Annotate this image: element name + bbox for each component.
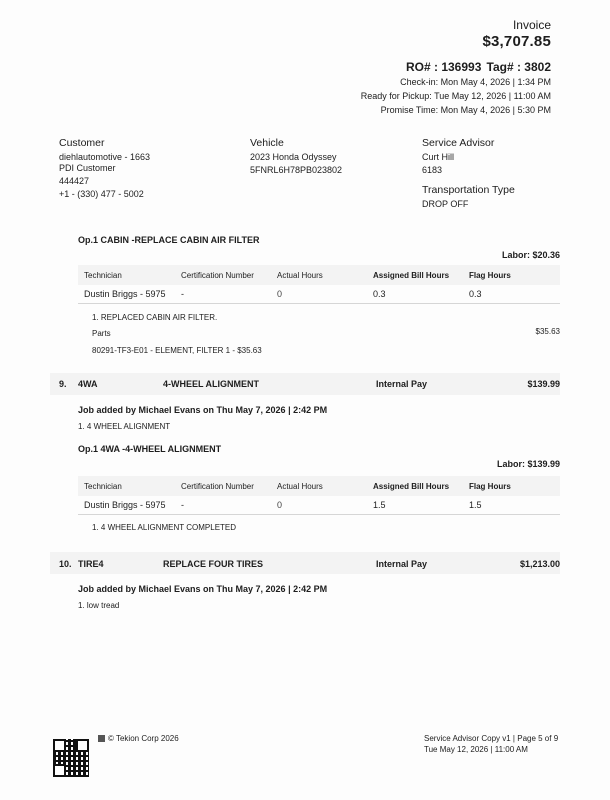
customer-name: diehlautomotive - 1663: [59, 152, 151, 162]
parts-amount: $35.63: [535, 327, 560, 336]
job10-amount: $1,213.00: [519, 559, 560, 569]
customer-number: 444427: [59, 176, 90, 186]
tag-number: Tag# : 3802: [486, 60, 551, 74]
table-cell-actual-hours: 0: [277, 500, 283, 510]
ready-time: Ready for Pickup: Tue May 12, 2026 | 11:00 AM: [360, 91, 551, 101]
job9-added-by: Job added by Michael Evans on Thu May 7, 2026 | 2:42 PM: [78, 405, 328, 415]
job9-description: 4-WHEEL ALIGNMENT: [163, 379, 259, 389]
advisor-name: Curt Hill: [422, 152, 455, 162]
job-header-bg: [50, 373, 560, 395]
job9-op-title: Op.1 4WA -4-WHEEL ALIGNMENT: [78, 444, 222, 454]
table-cell-technician: Dustin Briggs - 5975: [84, 500, 166, 510]
op-cabin-note: 1. REPLACED CABIN AIR FILTER.: [92, 313, 218, 322]
footer-date: Tue May 12, 2026 | 11:00 AM: [424, 745, 528, 754]
job9-number: 9.: [59, 379, 67, 389]
op-cabin-labor: Labor: $20.36: [501, 250, 560, 260]
job10-pay-type: Internal Pay: [376, 559, 428, 569]
job10-description: REPLACE FOUR TIRES: [163, 559, 264, 569]
th-actual-hours: Actual Hours: [277, 482, 323, 491]
vehicle-vin: 5FNRL6H78PB023802: [250, 165, 343, 175]
table-cell-actual-hours: 0: [277, 289, 283, 299]
qr-corner: [76, 739, 89, 752]
qr-corner: [53, 764, 66, 777]
promise-time: Promise Time: Mon May 4, 2026 | 5:30 PM: [380, 105, 551, 115]
job10-number: 10.: [59, 559, 72, 569]
job10-code: TIRE4: [78, 559, 104, 569]
th-assigned-bill-hours: Assigned Bill Hours: [373, 482, 450, 491]
th-technician: Technician: [84, 482, 122, 491]
th-technician: Technician: [84, 271, 122, 280]
transport-label: Transportation Type: [422, 184, 515, 196]
th-certification: Certification Number: [181, 482, 254, 491]
invoice-title: Invoice: [512, 18, 551, 32]
copyright-text: © Tekion Corp 2026: [108, 734, 179, 743]
table-cell-certification: -: [181, 500, 184, 510]
advisor-id: 6183: [422, 165, 443, 175]
th-certification: Certification Number: [181, 271, 254, 280]
th-assigned-bill-hours: Assigned Bill Hours: [373, 271, 450, 280]
transport-type: DROP OFF: [422, 199, 469, 209]
vehicle-model: 2023 Honda Odyssey: [250, 152, 337, 162]
footer-copy-page: Service Advisor Copy v1 | Page 5 of 9: [424, 734, 559, 743]
job-header-bg: [50, 552, 560, 574]
job9-note: 1. 4 WHEEL ALIGNMENT COMPLETED: [92, 523, 237, 532]
checkin-time: Check-in: Mon May 4, 2026 | 1:34 PM: [400, 77, 551, 87]
customer-phone: +1 - (330) 477 - 5002: [59, 189, 144, 199]
table-cell-flag-hours: 0.3: [469, 289, 482, 299]
th-flag-hours: Flag Hours: [469, 271, 511, 280]
parts-label: Parts: [92, 329, 111, 338]
invoice-total: $3,707.85: [482, 33, 551, 50]
job9-labor: Labor: $139.99: [496, 459, 560, 469]
part-line-item: 80291-TF3-E01 - ELEMENT, FILTER 1 - $35.63: [92, 346, 262, 355]
table-cell-technician: Dustin Briggs - 5975: [84, 289, 166, 299]
th-actual-hours: Actual Hours: [277, 271, 323, 280]
table-cell-flag-hours: 1.5: [469, 500, 482, 510]
customer-type: PDI Customer: [59, 163, 116, 173]
divider: [78, 514, 560, 515]
table-cell-assigned-hours: 0.3: [373, 289, 386, 299]
qr-corner: [53, 739, 66, 752]
advisor-label: Service Advisor: [422, 137, 495, 149]
job9-pay-type: Internal Pay: [376, 379, 428, 389]
job9-amount: $139.99: [527, 379, 560, 389]
table-cell-assigned-hours: 1.5: [373, 500, 386, 510]
divider: [78, 303, 560, 304]
op-cabin-title: Op.1 CABIN -REPLACE CABIN AIR FILTER: [78, 235, 260, 245]
table-cell-certification: -: [181, 289, 184, 299]
job9-concern: 1. 4 WHEEL ALIGNMENT: [78, 422, 171, 431]
job10-added-by: Job added by Michael Evans on Thu May 7, 2026 | 2:42 PM: [78, 584, 328, 594]
job9-code: 4WA: [78, 379, 98, 389]
ro-number: RO# : 136993: [406, 60, 482, 74]
vehicle-label: Vehicle: [250, 137, 284, 149]
footer-copyright: [98, 734, 179, 743]
customer-label: Customer: [59, 137, 105, 149]
job10-concern: 1. low tread: [78, 601, 120, 610]
qr-code: [53, 739, 89, 777]
tekion-logo-icon: [98, 735, 105, 742]
th-flag-hours: Flag Hours: [469, 482, 511, 491]
